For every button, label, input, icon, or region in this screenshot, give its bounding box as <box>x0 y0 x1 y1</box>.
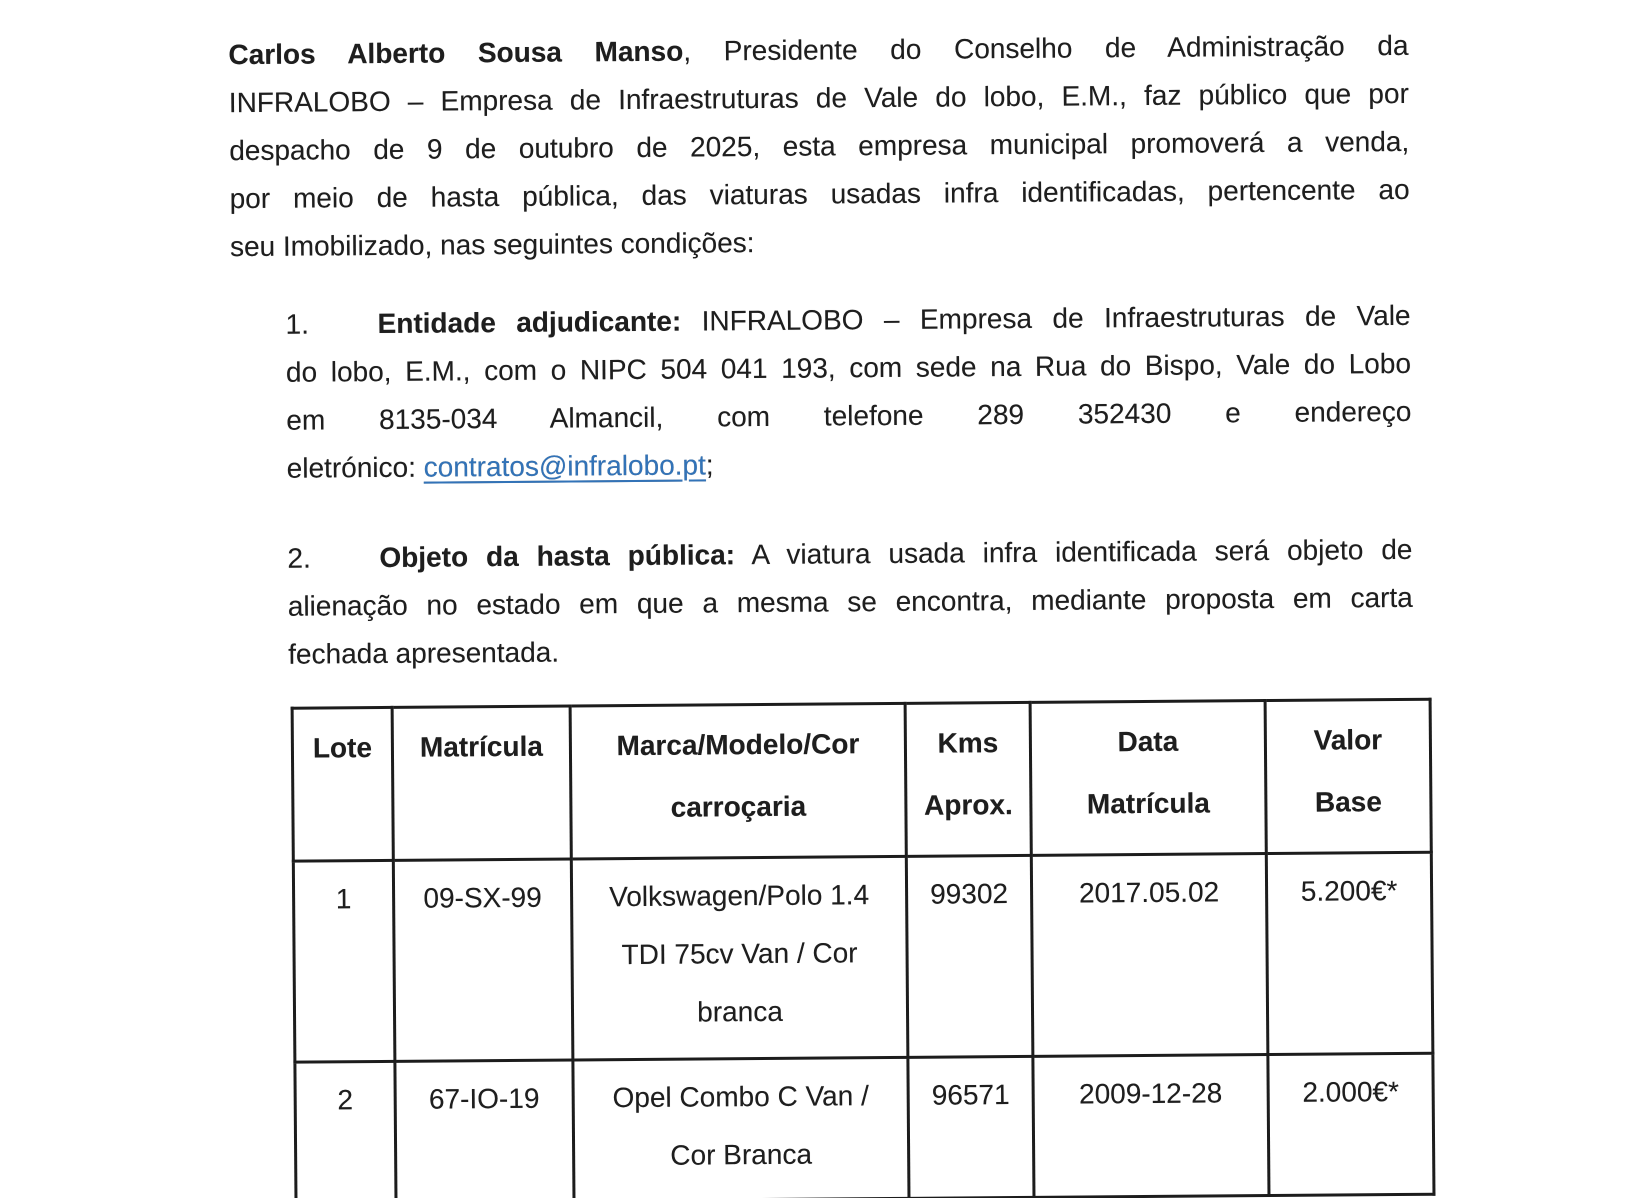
text-segment: , Presidente do Conselho de Administração da <box>683 29 1409 67</box>
header-line: Matrícula <box>1086 787 1210 820</box>
header-lote <box>292 707 393 861</box>
header-line: Aprox. <box>923 789 1013 821</box>
section-heading: Entidade adjudicante: <box>377 305 682 339</box>
cell-value: 2.000€* <box>1302 1075 1400 1108</box>
intro-paragraph <box>228 22 1410 271</box>
cell-lote <box>295 1061 396 1198</box>
cell-value: 2 <box>337 1084 354 1116</box>
text-segment: ; <box>705 449 714 481</box>
text-line: em 8135-034 Almancil, com telefone 289 352430 e endereço <box>286 395 1412 436</box>
cell-value: 67-IO-19 <box>428 1082 540 1115</box>
section-heading: Objeto da hasta pública: <box>379 539 736 573</box>
cell-data-matricula <box>1033 1055 1269 1198</box>
text-line: alienação no estado em que a mesma se encontra, mediante proposta em carta <box>287 581 1413 622</box>
email-link[interactable]: contratos@infralobo.pt <box>423 449 706 483</box>
text-line: despacho de 9 de outubro de 2025, esta empresa municipal promoverá a venda, <box>229 125 1410 167</box>
text-line: INFRALOBO – Empresa de Infraestruturas de Vale do lobo, E.M., faz público que por <box>228 77 1409 119</box>
header-line: Base <box>1314 786 1382 818</box>
cell-lote <box>293 860 395 1062</box>
cell-line: Volkswagen/Polo 1.4 <box>609 879 870 913</box>
person-name: Carlos Alberto Sousa Manso <box>228 35 684 71</box>
header-line: Data <box>1117 725 1179 758</box>
cell-valor-base <box>1268 1053 1434 1195</box>
cell-value: 09-SX-99 <box>423 881 542 914</box>
text-line <box>287 526 1412 583</box>
header-line: carroçaria <box>670 790 807 823</box>
text-line <box>285 292 1410 349</box>
cell-value: 1 <box>335 883 352 915</box>
text-line: fechada apresentada. <box>288 636 560 670</box>
scanned-notice <box>228 22 1417 1198</box>
cell-line: TDI 75cv Van / Cor <box>621 937 858 971</box>
cell-line: Opel Combo C Van / <box>612 1080 869 1114</box>
header-matricula <box>392 706 571 860</box>
section-number: 1. <box>285 308 310 340</box>
text-line: por meio de hasta pública, das viaturas usadas infra identificadas, pertencente ao <box>229 173 1410 215</box>
header-line: Valor <box>1313 724 1383 756</box>
cell-kms <box>908 1056 1034 1198</box>
header-data-matricula <box>1030 701 1266 856</box>
text-segment: A viatura usada infra identificada será objeto de <box>734 533 1413 571</box>
text-line: do lobo, E.M., com o NIPC 504 041 193, com sede na Rua do Bispo, Vale do Lobo <box>285 347 1412 388</box>
cell-marca-modelo-cor <box>571 856 908 1060</box>
cell-value: 96571 <box>931 1079 1010 1111</box>
cell-value: 5.200€* <box>1300 875 1398 907</box>
table-row-lote-1 <box>293 852 1433 1062</box>
cell-kms <box>906 855 1033 1057</box>
cell-marca-modelo-cor <box>573 1057 909 1198</box>
header-line: Kms <box>937 727 999 759</box>
header-kms-aprox <box>905 702 1031 856</box>
header-marca-modelo-cor <box>570 703 906 859</box>
vehicles-table <box>291 698 1436 1198</box>
section-number: 2. <box>287 542 311 574</box>
cell-value: 99302 <box>930 878 1009 910</box>
cell-matricula <box>395 1060 574 1198</box>
cell-matricula <box>393 859 573 1061</box>
text-segment: INFRALOBO – Empresa de Infraestruturas de Vale <box>681 299 1411 337</box>
table-row-lote-2 <box>295 1053 1434 1198</box>
header-line: Matrícula <box>419 730 544 763</box>
text-segment: eletrónico: <box>286 451 424 484</box>
header-line: Marca/Modelo/Cor <box>616 728 860 762</box>
cell-line: branca <box>697 995 783 1028</box>
cell-value: 2009-12-28 <box>1078 1077 1223 1110</box>
header-valor-base <box>1265 699 1431 853</box>
table-header-row <box>292 699 1431 861</box>
section-entidade-adjudicante <box>285 292 1411 493</box>
cell-data-matricula <box>1031 854 1268 1057</box>
header-line: Lote <box>312 732 373 764</box>
cell-line: Cor Branca <box>670 1138 813 1171</box>
cell-value: 2017.05.02 <box>1078 876 1220 909</box>
text-line <box>287 436 1412 493</box>
cell-valor-base <box>1266 852 1433 1054</box>
section-objeto-hasta-publica <box>287 526 1413 679</box>
text-line: seu Imobilizado, nas seguintes condições: <box>229 227 755 263</box>
